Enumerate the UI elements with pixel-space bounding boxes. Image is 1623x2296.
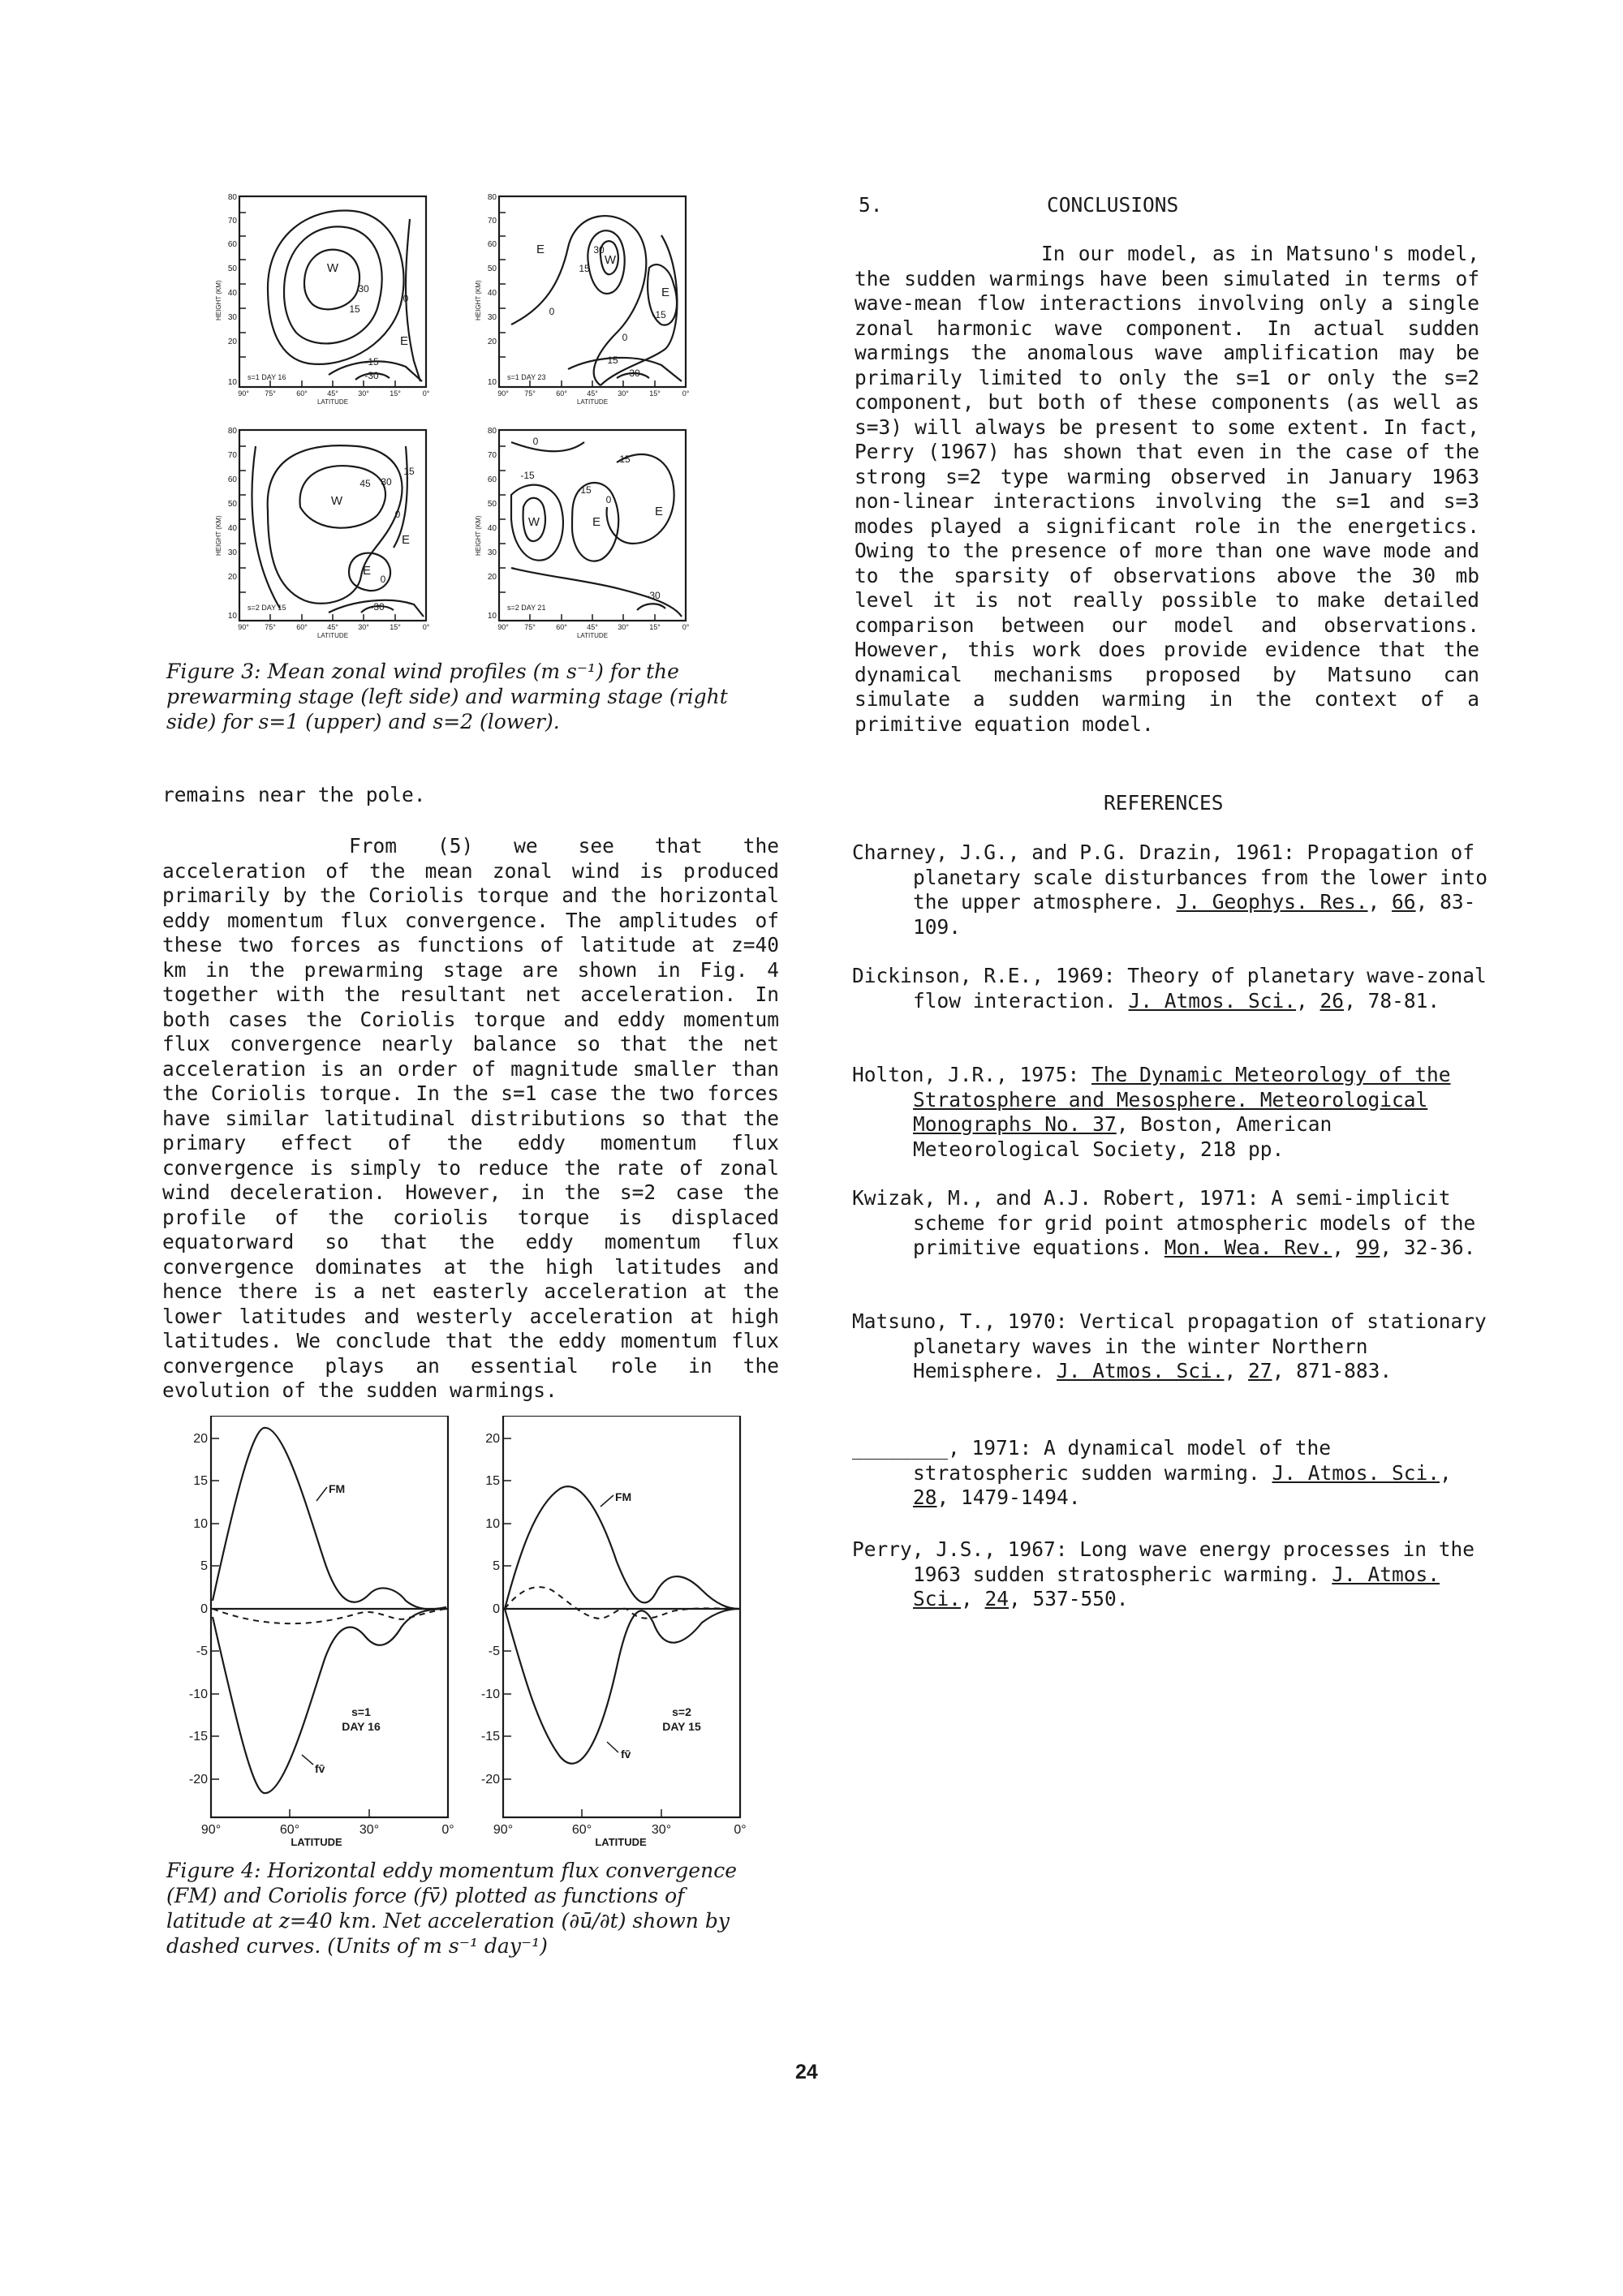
- p4-xtick-60: 60°: [556, 623, 567, 631]
- fig4-right-ytick-20: 20: [485, 1432, 500, 1446]
- p1-xtick-75: 75°: [265, 389, 276, 398]
- p2-label-30: 30: [593, 244, 605, 256]
- fig4-right-ytick-m20: -20: [480, 1773, 500, 1786]
- references-title: REFERENCES: [1104, 791, 1224, 815]
- fig4-left-s-label: s=1: [351, 1705, 371, 1718]
- fig4-left-ytick-20: 20: [193, 1432, 208, 1446]
- p3-label-45: 45: [359, 478, 371, 489]
- fig4-right-xtick-30: 30°: [651, 1823, 672, 1837]
- fig4-left-ytick-0: 0: [200, 1602, 208, 1616]
- p3-xtick-75: 75°: [265, 623, 276, 631]
- p2-xtick-75: 75°: [524, 389, 536, 398]
- fig4-right-ytick-m5: -5: [488, 1645, 500, 1658]
- p3-ytick-20: 20: [227, 573, 237, 582]
- p4-y-axis-label: HEIGHT (KM): [475, 515, 482, 556]
- p1-ytick-30: 30: [227, 313, 237, 322]
- p4-xtick-0: 0°: [682, 623, 690, 631]
- p4-xtick-90: 90°: [497, 623, 509, 631]
- fig4-left-ytick-10: 10: [193, 1517, 208, 1531]
- fig4-right-ytick-15: 15: [485, 1474, 500, 1488]
- figure-3-caption: Figure 3: Mean zonal wind profiles (m s⁻¹) for the prewarming stage (left side) and warming stage (right side) for s=1 (upper) and s=2 (lower).: [166, 660, 728, 733]
- fig4-left-xtick-60: 60°: [279, 1823, 300, 1837]
- fig4-left-ytick-5: 5: [200, 1559, 208, 1573]
- fig4-right-ytick-m15: -15: [480, 1730, 500, 1743]
- fig4-right-day-label: DAY 15: [662, 1720, 701, 1733]
- p3-xtick-30: 30°: [358, 623, 369, 631]
- p1-xtick-60: 60°: [296, 389, 308, 398]
- p3-ytick-40: 40: [227, 524, 237, 533]
- p2-xtick-45: 45°: [587, 389, 598, 398]
- fig4-left-fv-label: fv̄: [315, 1762, 325, 1775]
- p2-label-15: 15: [579, 263, 590, 274]
- p3-label-w: W: [330, 494, 343, 508]
- figure-3: [162, 187, 747, 657]
- p2-xtick-30: 30°: [618, 389, 629, 398]
- p2-x-axis-label: LATITUDE: [576, 398, 609, 406]
- p3-label-e2: E: [362, 564, 372, 578]
- p1-ytick-70: 70: [227, 217, 237, 226]
- p3-y-axis-label: HEIGHT (KM): [215, 515, 222, 556]
- p4-label-15: 15: [619, 454, 631, 465]
- p1-label-e: E: [399, 334, 409, 348]
- fig4-left-ytick-m20: -20: [188, 1773, 208, 1786]
- p3-ytick-50: 50: [227, 500, 237, 509]
- p3-xtick-60: 60°: [296, 623, 308, 631]
- p2-label-m30: -30: [626, 368, 640, 379]
- fig4-right-s-label: s=2: [672, 1705, 691, 1718]
- p4-day-label: s=2 DAY 21: [507, 604, 546, 612]
- fig4-right-ytick-10: 10: [485, 1517, 500, 1531]
- fig4-left-fm-label: FM: [329, 1482, 346, 1495]
- fig4-left-xtick-90: 90°: [200, 1823, 222, 1837]
- reference-kwizak: Kwizak, M., and A.J. Robert, 1971: A semi-implicit scheme for grid point atmospheric models of the primitive equations. Mon. Wea. Rev., 99, 32-36.: [852, 1186, 1476, 1259]
- section-title: CONCLUSIONS: [1047, 193, 1179, 217]
- fig4-right-ytick-0: 0: [493, 1602, 500, 1616]
- p2-xtick-15: 15°: [649, 389, 661, 398]
- p2-ytick-70: 70: [487, 217, 497, 226]
- fig4-left-day-label: DAY 16: [342, 1720, 381, 1733]
- p4-ytick-50: 50: [487, 500, 497, 509]
- p4-ytick-70: 70: [487, 451, 497, 460]
- p3-label-0: 0: [394, 509, 401, 520]
- p1-x-axis-label: LATITUDE: [316, 398, 349, 406]
- p4-xtick-15: 15°: [649, 623, 661, 631]
- p4-ytick-30: 30: [487, 548, 497, 557]
- p2-y-axis-label: HEIGHT (KM): [475, 280, 482, 320]
- fig4-left-ytick-15: 15: [193, 1474, 208, 1488]
- p1-xtick-45: 45°: [327, 389, 338, 398]
- p2-ytick-20: 20: [487, 338, 497, 346]
- p1-y-axis-label: HEIGHT (KM): [215, 280, 222, 320]
- p2-label-m15: -15: [652, 309, 666, 320]
- p2-xtick-60: 60°: [556, 389, 567, 398]
- p3-xtick-0: 0°: [422, 623, 430, 631]
- p2-ytick-10: 10: [487, 378, 497, 387]
- p3-x-axis-label: LATITUDE: [316, 632, 349, 639]
- paragraph-continued: remains near the pole.: [162, 783, 426, 806]
- reference-dickinson: Dickinson, R.E., 1969: Theory of planetary wave-zonal flow interaction. J. Atmos. Sci., 26, 78-81.: [852, 964, 1487, 1013]
- p1-label-w: W: [326, 261, 339, 275]
- p4-label-m15a: -15: [520, 470, 535, 481]
- page-number: 24: [795, 2061, 818, 2083]
- p4-x-axis-label: LATITUDE: [576, 632, 609, 639]
- conclusions-text: In our model, as in Matsuno's model, the sudden warmings have been simulated in terms of wave-mean flow interactions involving only a single zonal harmonic wave component. In actual sudden warmings the anomalous wave amplification may be primarily limited to only the s=1 or only the s=2 component, but both of these components (as well as s=3) will always be present to some extent. In fact, Perry (1967) has shown that even in the case of the strong s=2 type warming observed in January 1963 non-linear interactions involving the s=1 and s=3 modes played a significant role in the energetics. Owing to the presence of more than one wave mode and to the sparsity of observations above the 30 mb level it is not really possible to make detailed comparison between our model and observations. However, this work does provide evidence that the dynamical mechanisms proposed by Matsuno can simulate a sudden warming in the context of a primitive equation model.: [855, 242, 1479, 736]
- p2-day-label: s=1 DAY 23: [507, 373, 546, 381]
- p4-label-e2: E: [654, 505, 664, 518]
- p2-label-e1: E: [536, 243, 545, 256]
- fig4-right-fv-label: fv̄: [621, 1748, 631, 1761]
- p1-label-m15: -15: [364, 356, 379, 368]
- p4-ytick-80: 80: [487, 427, 497, 436]
- p3-label-15: 15: [403, 466, 415, 477]
- p2-label-0b: 0: [622, 332, 628, 343]
- p3-label-m30: -30: [370, 601, 385, 613]
- p4-label-e1: E: [592, 515, 601, 529]
- p4-ytick-20: 20: [487, 573, 497, 582]
- panel-2-frame: [499, 196, 686, 387]
- p3-ytick-10: 10: [227, 612, 237, 621]
- p3-xtick-15: 15°: [390, 623, 401, 631]
- p4-label-0b: 0: [605, 494, 612, 505]
- reference-matsuno-1971: ________, 1971: A dynamical model of the stratospheric sudden warming. J. Atmos. Sci., 28, 1479-1494.: [852, 1436, 1452, 1509]
- p2-xtick-0: 0°: [682, 389, 690, 398]
- reference-holton: Holton, J.R., 1975: The Dynamic Meteorology of the Stratosphere and Mesosphere. Meteorological Monographs No. 37, Boston, American Meteorological Society, 218 pp.: [852, 1063, 1451, 1161]
- p1-label-30: 30: [358, 283, 369, 295]
- p1-ytick-10: 10: [227, 378, 237, 387]
- p4-label-m30: -30: [646, 590, 661, 601]
- p3-xtick-90: 90°: [238, 623, 249, 631]
- fig4-right-ytick-5: 5: [493, 1559, 500, 1573]
- fig4-right-x-axis-label: LATITUDE: [595, 1836, 647, 1848]
- p2-ytick-80: 80: [487, 193, 497, 202]
- fig4-right-xtick-90: 90°: [493, 1823, 514, 1837]
- p2-ytick-50: 50: [487, 264, 497, 273]
- reference-perry: Perry, J.S., 1967: Long wave energy processes in the 1963 sudden stratospheric warming. J. Atmos. Sci., 24, 537-550.: [852, 1537, 1475, 1610]
- p1-xtick-90: 90°: [238, 389, 249, 398]
- fig4-left-ytick-m5: -5: [196, 1645, 208, 1658]
- p4-label-m15b: -15: [577, 484, 592, 496]
- p1-ytick-60: 60: [227, 240, 237, 249]
- reference-matsuno-1970: Matsuno, T., 1970: Vertical propagation of stationary planetary waves in the winter Northern Hemisphere. J. Atmos. Sci., 27, 871-883.: [852, 1309, 1487, 1382]
- p2-ytick-30: 30: [487, 313, 497, 322]
- p1-xtick-15: 15°: [390, 389, 401, 398]
- figure-4: [162, 1416, 755, 1850]
- p3-day-label: s=2 DAY 15: [248, 604, 286, 612]
- p4-xtick-30: 30°: [618, 623, 629, 631]
- p2-label-0a: 0: [549, 306, 555, 317]
- p1-day-label: s=1 DAY 16: [248, 373, 286, 381]
- p3-ytick-30: 30: [227, 548, 237, 557]
- p2-label-w: W: [604, 253, 617, 267]
- p3-ytick-80: 80: [227, 427, 237, 436]
- p4-label-w: W: [527, 515, 540, 529]
- p2-label-15b: 15: [607, 355, 618, 366]
- p1-ytick-80: 80: [227, 193, 237, 202]
- paragraph-acceleration: From (5) we see that the acceleration of the mean zonal wind is produced primarily by the Coriolis torque and the horizontal eddy momentum flux convergence. The amplitudes of these two forces as functions of latitude at z=40 km in the prewarming stage are shown in Fig. 4 together with the resultant net acceleration. In both cases the Coriolis torque and eddy momentum flux convergence nearly balance so that the net acceleration is an order of magnitude smaller than the Coriolis torque. In the s=1 case the two forces have similar latitudinal distributions so that the primary effect of the eddy momentum flux convergence is simply to reduce the rate of zonal wind deceleration. However, in the s=2 case the profile of the coriolis torque is displaced equatorward so that the eddy momentum flux convergence dominates at the high latitudes and hence there is a net easterly acceleration at the lower latitudes and westerly acceleration at high latitudes. We conclude that the eddy momentum flux convergence plays an essential role in the evolution of the sudden warmings.: [162, 834, 779, 1402]
- fig4-left-xtick-0: 0°: [441, 1823, 454, 1837]
- p2-ytick-60: 60: [487, 240, 497, 249]
- fig4-left-ytick-m10: -10: [188, 1688, 208, 1701]
- p1-ytick-20: 20: [227, 338, 237, 346]
- p3-label-30: 30: [381, 476, 392, 488]
- fig4-right-xtick-0: 0°: [734, 1823, 747, 1837]
- fig4-right-fm-label: FM: [615, 1490, 632, 1503]
- fig4-left-ytick-m15: -15: [188, 1730, 208, 1743]
- p4-label-0a: 0: [532, 436, 539, 447]
- p4-xtick-75: 75°: [524, 623, 536, 631]
- p4-ytick-40: 40: [487, 524, 497, 533]
- fig4-right-ytick-m10: -10: [480, 1688, 500, 1701]
- p4-ytick-10: 10: [487, 612, 497, 621]
- p1-xtick-30: 30°: [358, 389, 369, 398]
- p3-ytick-70: 70: [227, 451, 237, 460]
- p3-ytick-60: 60: [227, 475, 237, 484]
- p3-xtick-45: 45°: [327, 623, 338, 631]
- fig4-left-x-axis-label: LATITUDE: [291, 1836, 342, 1848]
- p2-xtick-90: 90°: [497, 389, 509, 398]
- p4-xtick-45: 45°: [587, 623, 598, 631]
- p4-ytick-60: 60: [487, 475, 497, 484]
- section-number: 5.: [859, 193, 883, 217]
- p2-label-e2: E: [661, 286, 670, 299]
- fig4-left-xtick-30: 30°: [359, 1823, 380, 1837]
- p1-xtick-0: 0°: [422, 389, 430, 398]
- p1-label-15: 15: [349, 303, 360, 315]
- p3-label-0b: 0: [380, 574, 386, 585]
- p3-label-e1: E: [401, 533, 411, 547]
- reference-charney: Charney, J.G., and P.G. Drazin, 1961: Propagation of planetary scale disturbances from the lower into the upper atmosphere. J. Geophys. Res., 66, 83-109.: [852, 841, 1488, 939]
- p1-ytick-40: 40: [227, 289, 237, 298]
- p1-label-m30: -30: [364, 370, 379, 381]
- p1-ytick-50: 50: [227, 264, 237, 273]
- p2-ytick-40: 40: [487, 289, 497, 298]
- fig4-right-xtick-60: 60°: [571, 1823, 592, 1837]
- p1-label-0: 0: [403, 293, 409, 304]
- figure-4-caption: Figure 4: Horizontal eddy momentum flux convergence (FM) and Coriolis force (fv̄) plotted as functions of latitude at z=40 km. Net acceleration (∂ū/∂t) shown by dashed curves. (Units of m s⁻¹ day⁻¹): [166, 1859, 738, 1958]
